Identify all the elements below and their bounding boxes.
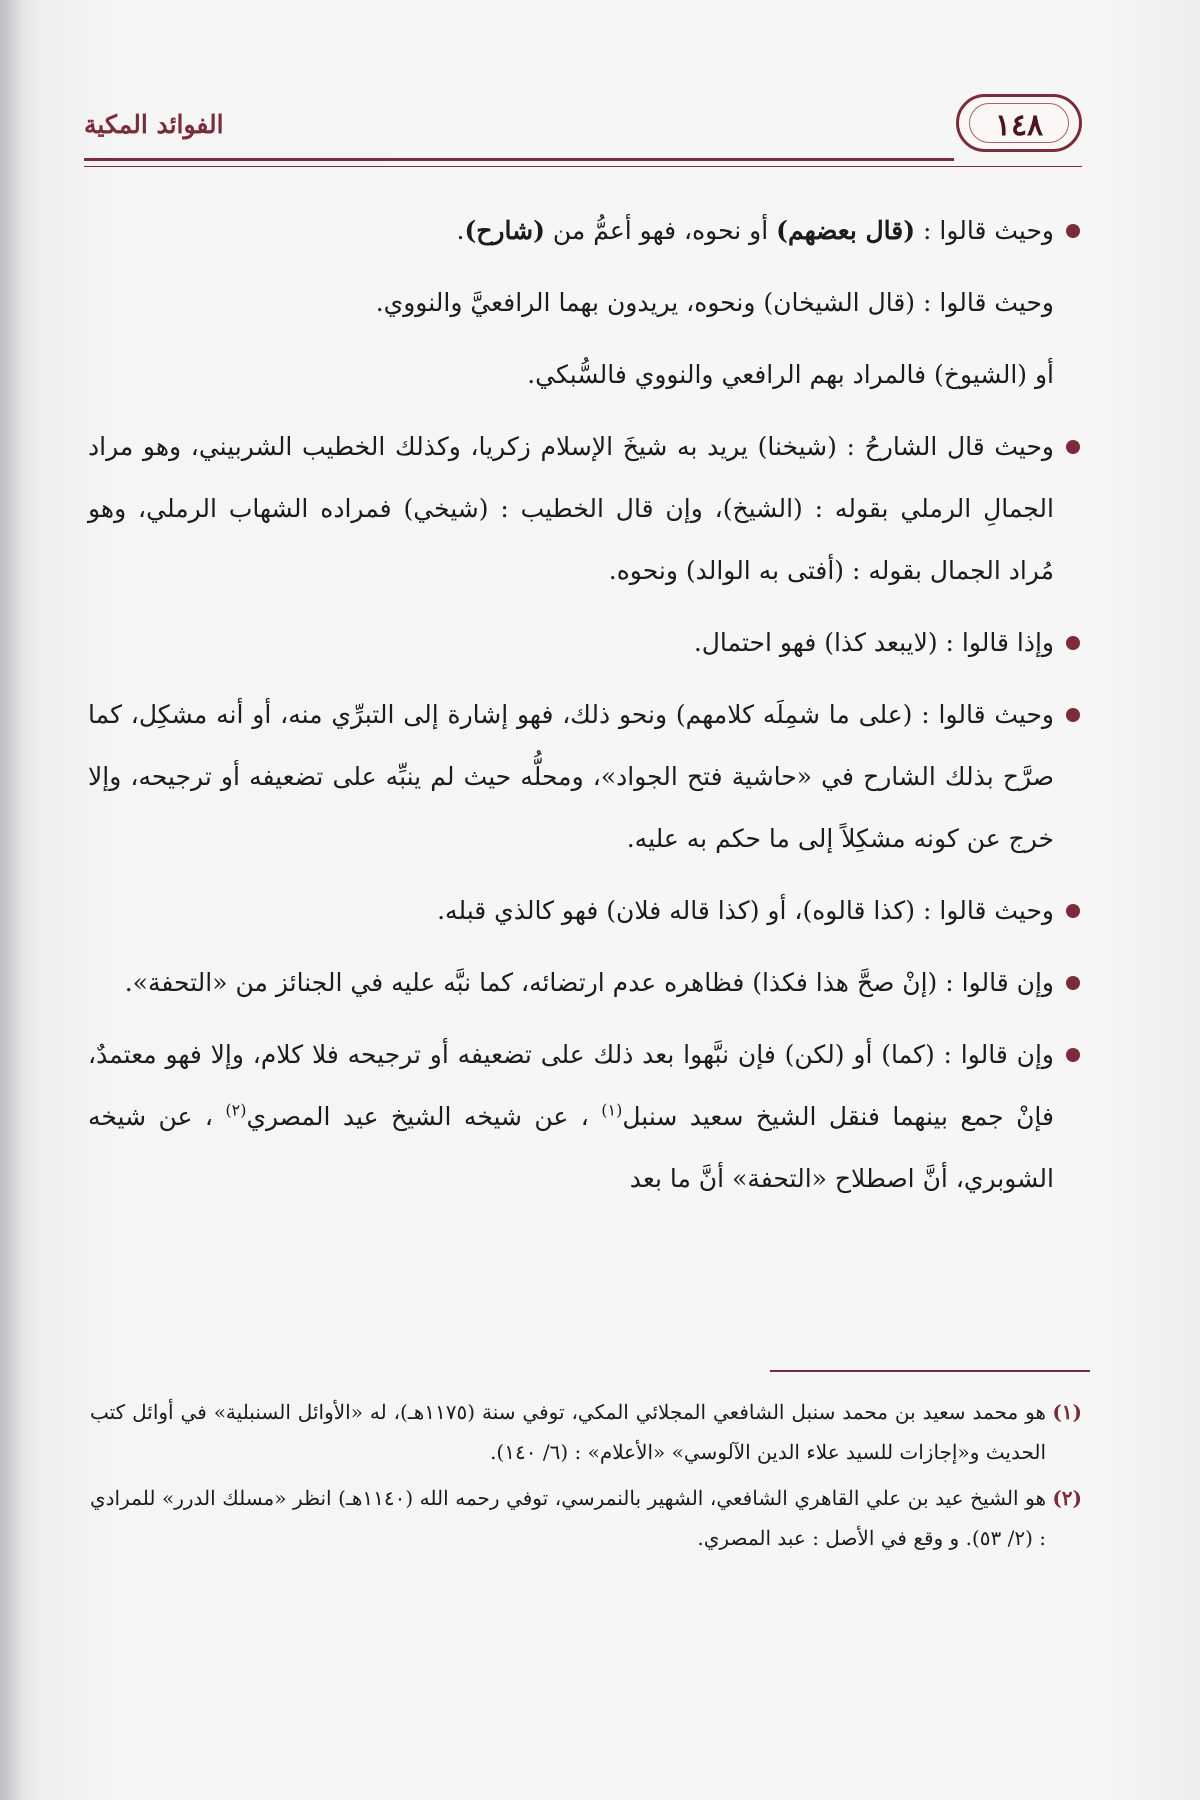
body-text xyxy=(88,200,1080,1220)
paragraph xyxy=(88,1024,1080,1210)
page-gutter-shadow xyxy=(0,0,22,1800)
footnote-text: هو الشيخ عيد بن علي القاهري الشافعي، الشهير بالنمرسي، توفي رحمه الله (١١٤٠هـ) انظر «مسلك الدرر» للمرادي : (٢/ ٥٣). و وقع في الأصل : عبد المصري. xyxy=(90,1486,1046,1550)
footnote-marker[interactable]: (٢) xyxy=(225,1100,247,1120)
paragraph: وحيث قال الشارحُ : (شيخنا) يريد به شيخَ الإسلام زكريا، وكذلك الخطيب الشربيني، وهو مراد الجمالِ الرملي بقوله : (الشيخ)، وإن قال الخطيب : (شيخي) فمراده الشهاب الرملي، وهو مُراد الجمال بقوله : (أفتى به الوالد) ونحوه. xyxy=(88,416,1080,602)
paragraph-text: وإن قالوا : (كما) أو (لكن) فإن نبَّهوا بعد ذلك على تضعيفه أو ترجيحه فلا كلام، وإلا فهو معتمدٌ، فإنْ جمع بينهما فنقل الشيخ سعيد سنبل xyxy=(88,1040,1054,1131)
paragraph-text: . xyxy=(456,216,465,245)
paragraph-text: وحيث قالوا : xyxy=(915,216,1054,245)
paragraph: وإن قالوا : (إنْ صحَّ هذا فكذا) فظاهره عدم ارتضائه، كما نبَّه عليه في الجنائز من «التحفة». xyxy=(88,952,1080,1014)
page-header xyxy=(84,94,1082,174)
footnotes xyxy=(90,1392,1082,1564)
page-number-badge: ١٤٨ xyxy=(956,94,1082,152)
footnote xyxy=(90,1392,1082,1472)
bold-term: (شارح) xyxy=(464,216,545,245)
paragraph xyxy=(88,200,1080,262)
paragraph-text: أو نحوه، فهو أعمُّ من xyxy=(544,216,777,245)
footnote-text: هو محمد سعيد بن محمد سنبل الشافعي المجلائي المكي، توفي سنة (١١٧٥هـ)، له «الأوائل السنبلية» في أوائل كتب الحديث و«إجازات للسيد علاء الدين الآلوسي» «الأعلام» : (٦/ ١٤٠). xyxy=(90,1400,1046,1464)
paragraph-text: ، عن شيخه الشيخ عيد المصري xyxy=(246,1102,602,1131)
paragraph-text: ، عن شيخه الشوبري، أنَّ اصطلاح «التحفة» أنَّ ما بعد xyxy=(88,1102,1054,1193)
paragraph: أو (الشيوخ) فالمراد بهم الرافعي والنووي فالسُّبكي. xyxy=(527,360,1054,389)
footnote-separator xyxy=(770,1370,1090,1372)
footnote-marker[interactable]: (١) xyxy=(601,1100,623,1120)
paragraph: وحيث قالوا : (قال الشيخان) ونحوه، يريدون بهما الرافعيَّ والنووي. xyxy=(375,288,1054,317)
footnote-number: (١) xyxy=(1052,1400,1082,1424)
paragraph: وحيث قالوا : (كذا قالوه)، أو (كذا قاله فلان) فهو كالذي قبله. xyxy=(88,880,1080,942)
footnote-number: (٢) xyxy=(1052,1486,1082,1510)
paragraph: وحيث قالوا : (على ما شمِلَه كلامهم) ونحو ذلك، فهو إشارة إلى التبرِّي منه، أو أنه مشكِل، كما صرَّح بذلك الشارح في «حاشية فتح الجواد»، ومحلُّه حيث لم ينبِّه على تضعيفه أو ترجيحه، وإلا خرج عن كونه مشكِلاً إلى ما حكم به عليه. xyxy=(88,684,1080,870)
bold-term: (قال بعضهم) xyxy=(776,216,916,245)
header-rule xyxy=(84,158,954,161)
paragraph: وإذا قالوا : (لايبعد كذا) فهو احتمال. xyxy=(88,612,1080,674)
book-title: الفوائد المكية xyxy=(84,110,224,139)
header-rule-thin xyxy=(84,166,1082,167)
footnote xyxy=(90,1478,1082,1558)
